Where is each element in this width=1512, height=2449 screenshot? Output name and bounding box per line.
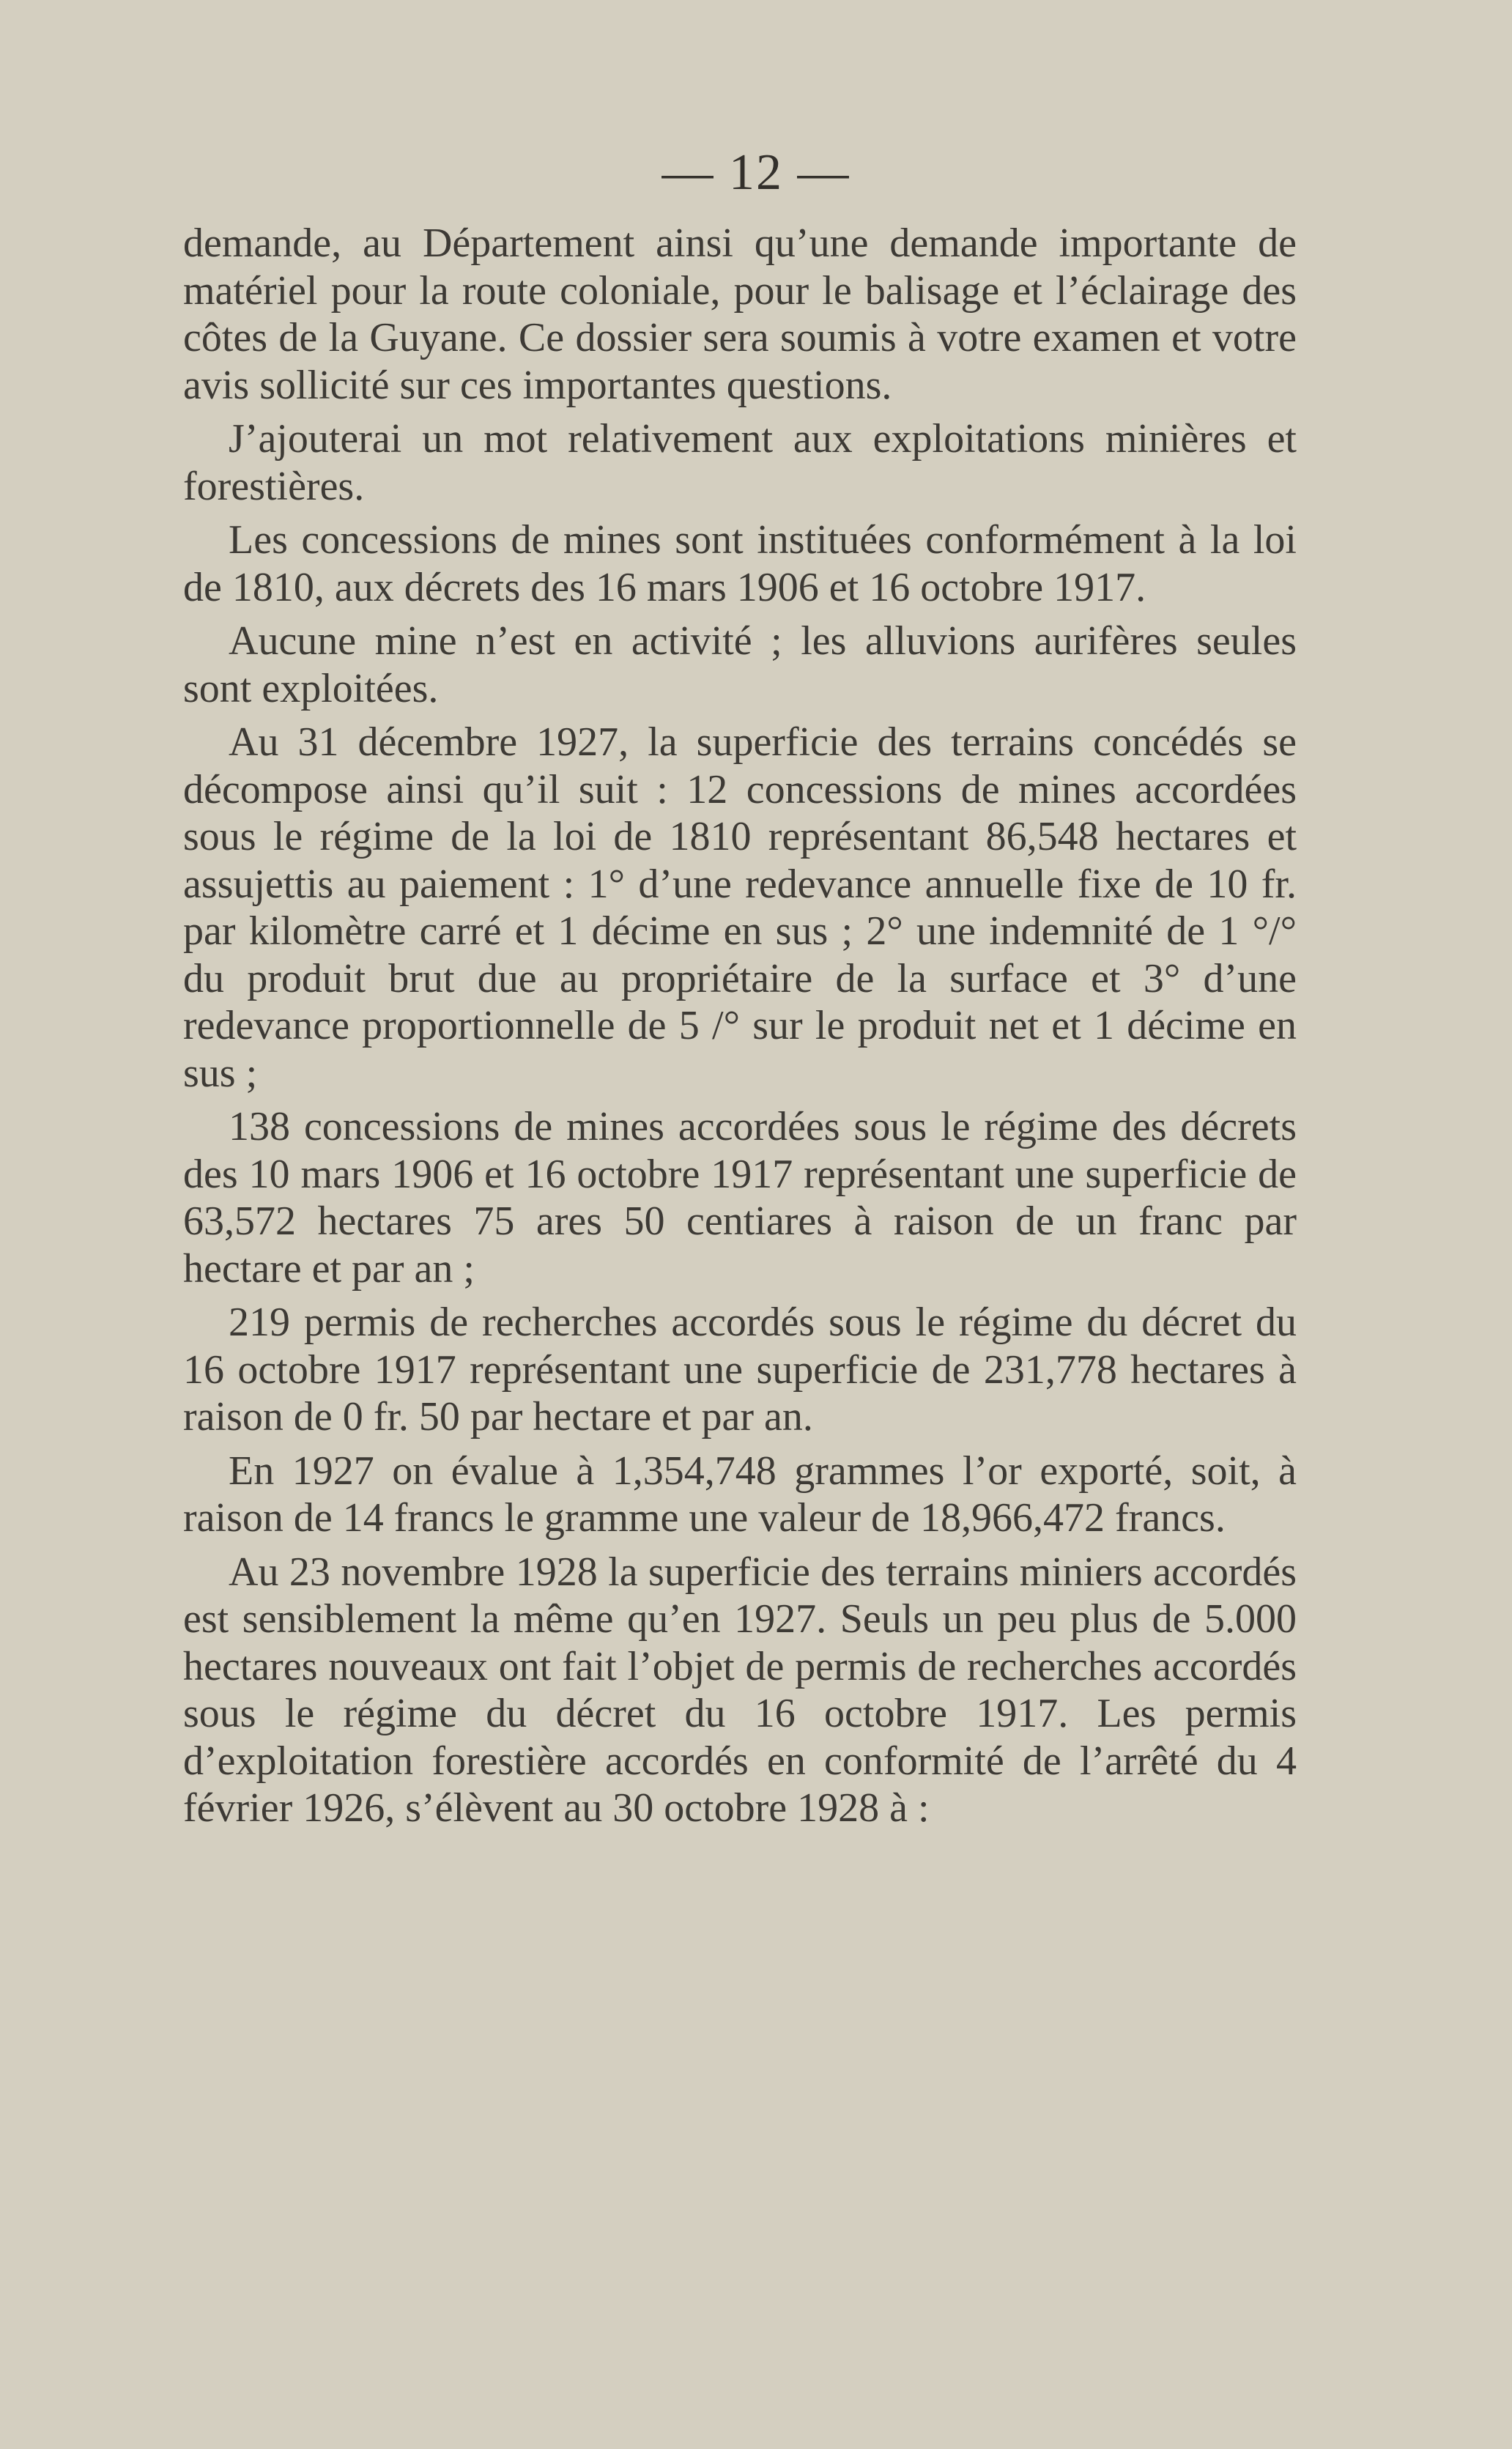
paragraph: demande, au Département ainsi qu’une demande importante de matériel pour la route coloniale, pour le balisage et l’éclairage des côtes de la Guyane. Ce dossier sera soumis à votre examen et votre avis sollicité sur ces importantes questions.: [183, 221, 1297, 408]
paragraph: Aucune mine n’est en activité ; les alluvions aurifères seules sont exploitées.: [183, 618, 1297, 711]
paragraph: Les concessions de mines sont instituées conformément à la loi de 1810, aux décrets des 16 mars 1906 et 16 octobre 1917.: [183, 517, 1297, 610]
paragraph: J’ajouterai un mot relativement aux exploitations minières et forestières.: [183, 416, 1297, 509]
body-text: [183, 220, 1297, 1832]
paragraph: Au 23 novembre 1928 la superficie des terrains miniers accordés est sensiblement la même qu’en 1927. Seuls un peu plus de 5.000 hectares nouveaux ont fait l’objet de permis de recherches accordés sous le régime du décret du 16 octobre 1917. Les permis d’exploitation forestière accordés en conformité de l’arrêté du 4 février 1926, s’élèvent au 30 octobre 1928 à :: [183, 1549, 1297, 1831]
page-number: — 12 —: [662, 144, 850, 201]
paragraph: En 1927 on évalue à 1,354,748 grammes l’or exporté, soit, à raison de 14 francs le gramme une valeur de 18,966,472 francs.: [183, 1448, 1297, 1541]
paragraph: 138 concessions de mines accordées sous le régime des décrets des 10 mars 1906 et 16 octobre 1917 représentant une superficie de 63,572 hectares 75 ares 50 centiares à raison de un franc par hectare et par an ;: [183, 1104, 1297, 1292]
paragraph: Au 31 décembre 1927, la superficie des terrains concédés se décompose ainsi qu’il suit : 12 concessions de mines accordées sous le régime de la loi de 1810 représentant 86,548 hectares et assujettis au paiement : 1° d’une redevance annuelle fixe de 10 fr. par kilomètre carré et 1 décime en sus ; 2° une indemnité de 1 °/° du produit brut due au propriétaire de la surface et 3° d’une redevance proportionnelle de 5 /° sur le produit net et 1 décime en sus ;: [183, 719, 1297, 1096]
paragraph: 219 permis de recherches accordés sous le régime du décret du 16 octobre 1917 représentant une superficie de 231,778 hectares à raison de 0 fr. 50 par hectare et par an.: [183, 1300, 1297, 1440]
